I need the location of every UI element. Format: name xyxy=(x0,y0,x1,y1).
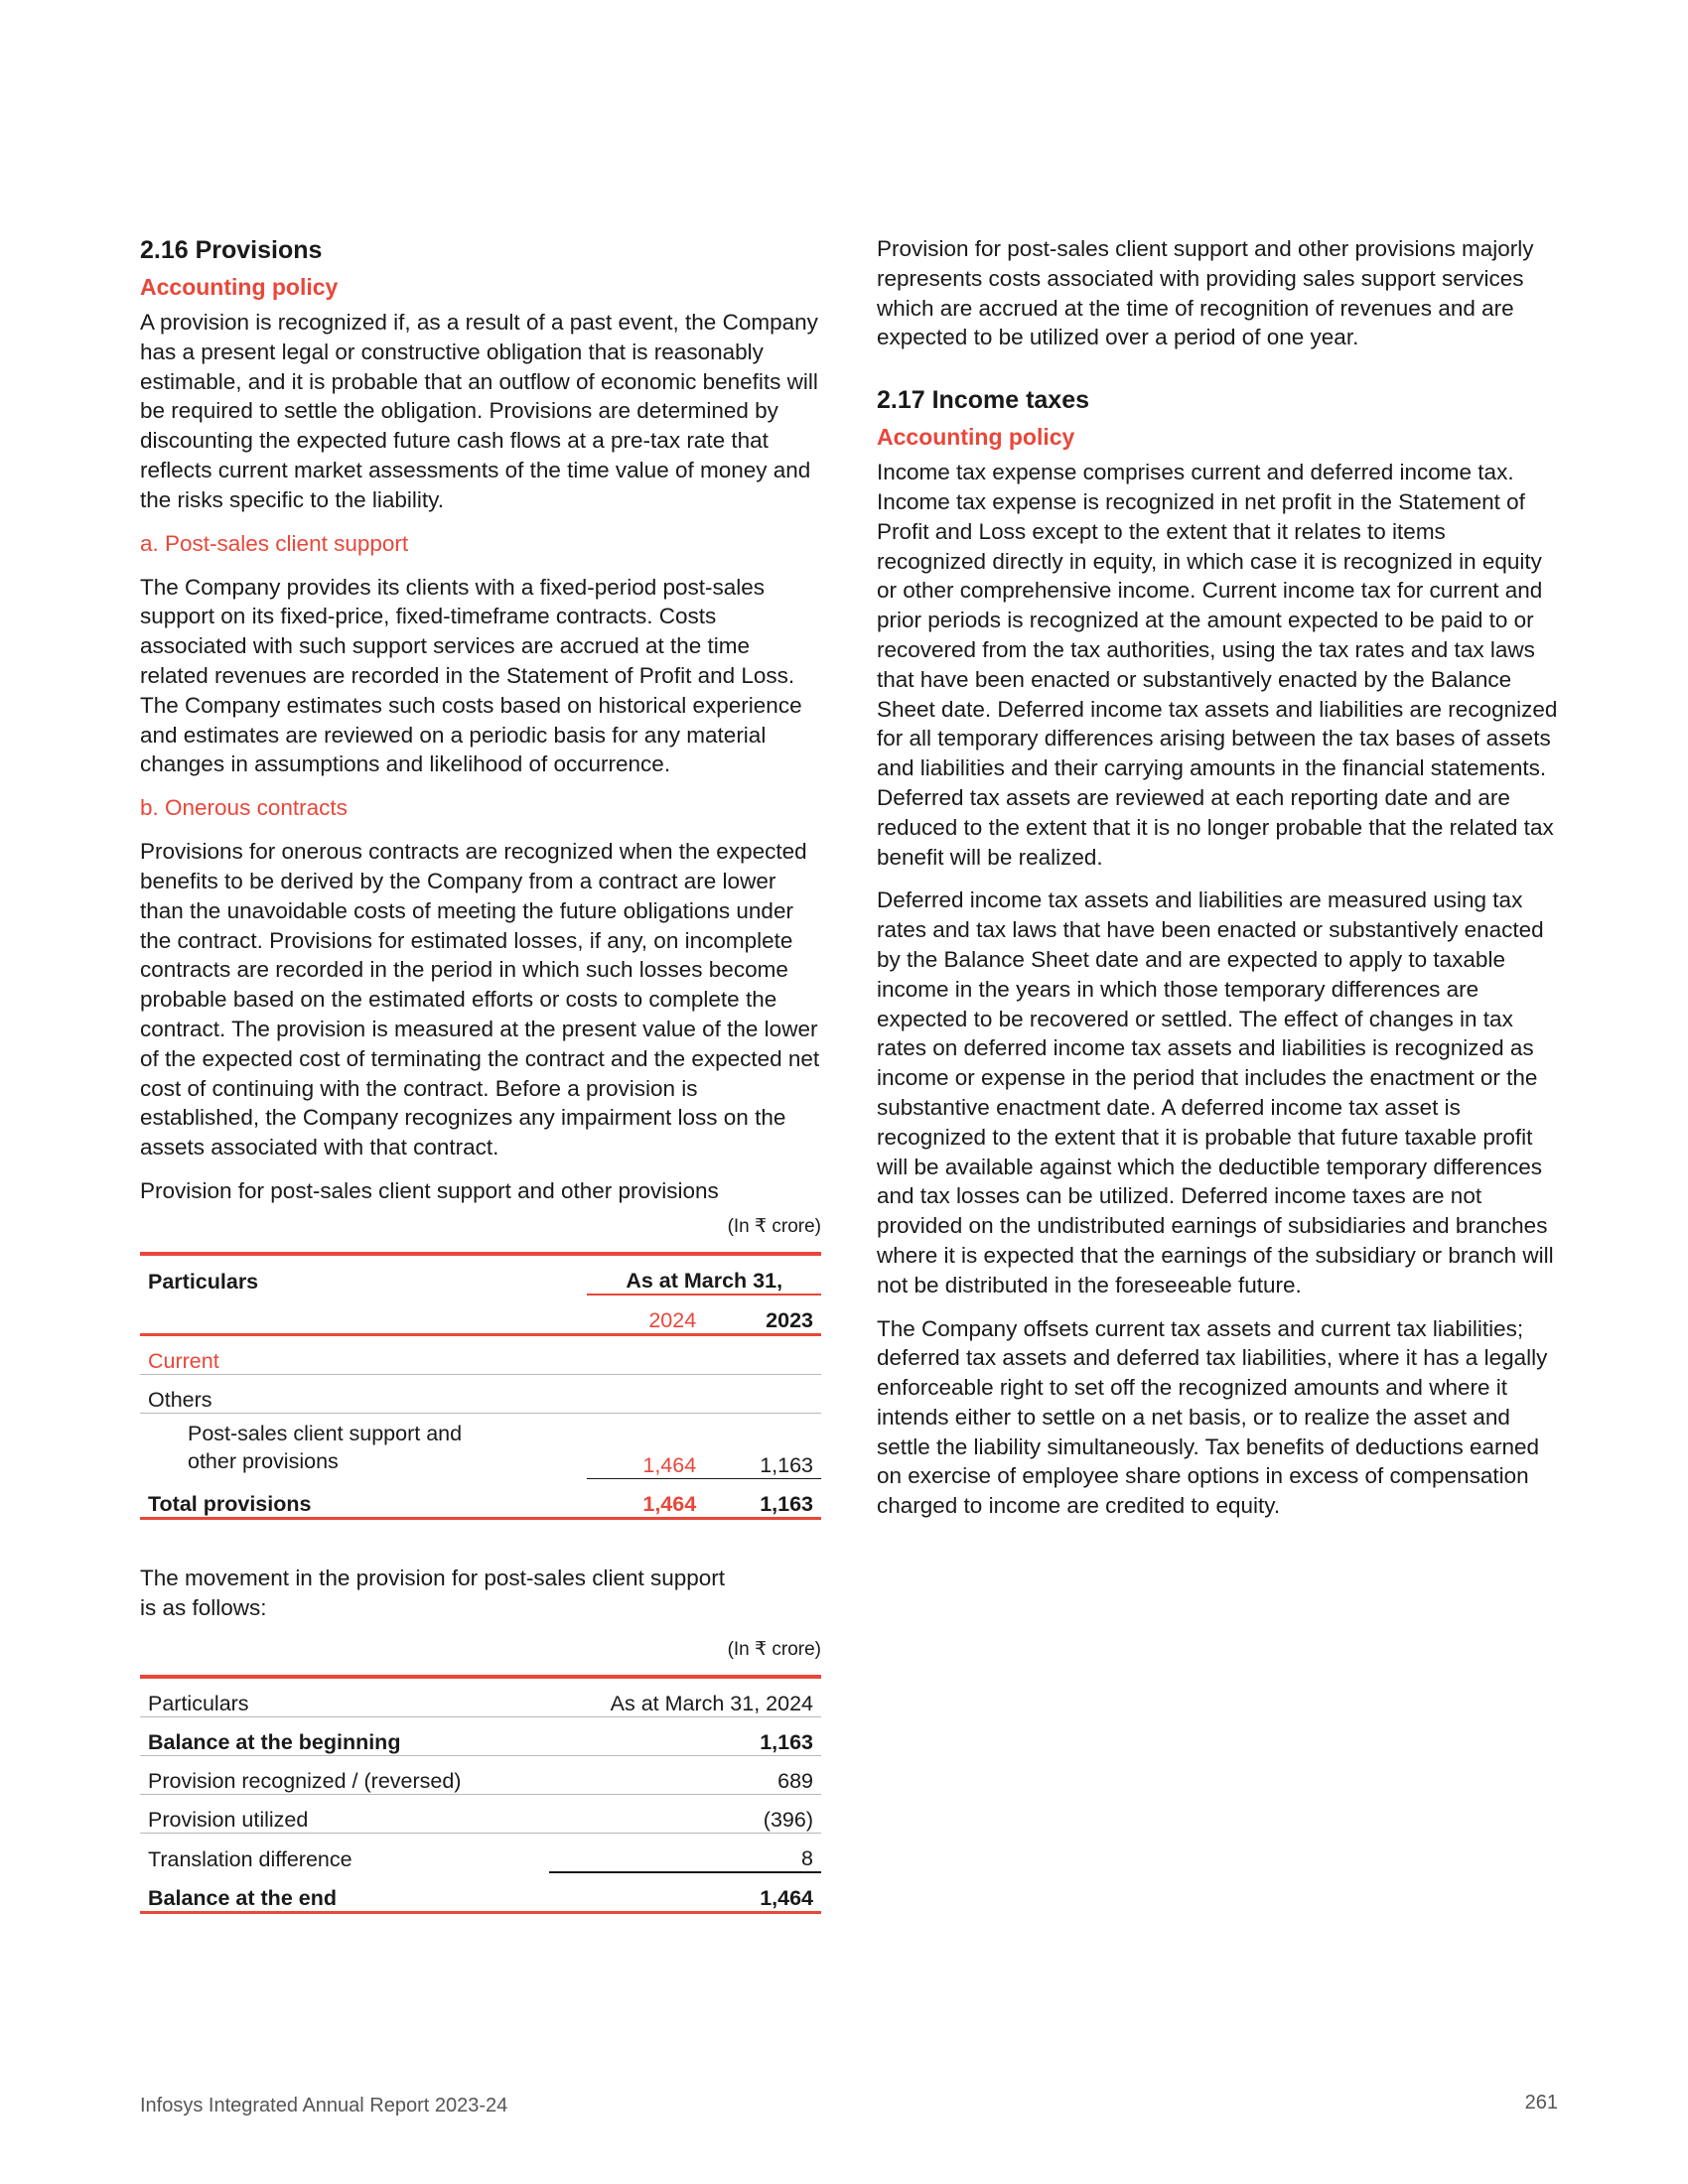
accounting-policy-heading: Accounting policy xyxy=(140,274,339,300)
table2-header-as-at: As at March 31, 2024 xyxy=(549,1677,821,1717)
post-sales-support-text: The Company provides its clients with a fixed-period post-sales support on its fixed-price, fixed-timeframe contracts. Costs associated with such support services are accrued at the time related revenues are recorded in the Statement of Profit and Loss. The Company estimates such costs based on historical experience and estimates are reviewed on a periodic basis for any material changes in assumptions and likelihood of occurrence. xyxy=(140,574,802,777)
table2-row-value: 1,464 xyxy=(549,1872,821,1913)
table-cell-post-sales-2024: 1,464 xyxy=(587,1413,704,1479)
table1-intro: Provision for post-sales client support and other provisions xyxy=(140,1177,719,1203)
provisions-intro-text: Provision for post-sales client support and other provisions majorly represents costs associated with providing sales support services which are accrued at the time of recognition of revenues and are expected to be utilized over a period of one year. xyxy=(877,236,1534,350)
table-header-particulars: Particulars xyxy=(148,1269,259,1294)
table-cell-total-2023: 1,163 xyxy=(704,1479,821,1519)
table-header-year-2023: 2023 xyxy=(704,1295,821,1335)
table-row-post-sales-label: Post-sales client support and other provisions xyxy=(188,1421,463,1473)
table2-header-particulars: Particulars xyxy=(140,1677,549,1717)
right-column xyxy=(877,234,1558,1535)
provisions-policy-text: A provision is recognized if, as a result of a past event, the Company has a present legal or constructive obligation that is reasonably estimable, and it is probable that an outflow of economic benefits will be required to settle the obligation. Provisions are determined by discounting the expected future cash flows at a pre-tax rate that reflects current market assessments of the time value of money and the risks specific to the liability. xyxy=(140,310,818,512)
post-sales-support-heading: a. Post-sales client support xyxy=(140,530,409,556)
onerous-contracts-text: Provisions for onerous contracts are recognized when the expected benefits to be derived by the Company from a contract are lower than the unavoidable costs of meeting the future obligations under the contract. Provisions for estimated losses, if any, on incomplete contracts are recorded in the period in which such losses become probable based on the estimated efforts or costs to complete the contract. The provision is measured at the present value of the lower of the expected cost of terminating the contract and the expected net cost of continuing with the contract. Before a provision is established, the Company recognizes any impairment loss on the assets associated with that contract. xyxy=(140,839,820,1160)
table2-row-value: 1,163 xyxy=(549,1716,821,1755)
table2-intro: The movement in the provision for post-sales client support is as follows: xyxy=(140,1566,726,1621)
income-tax-para-1: Income tax expense comprises current and deferred income tax. Income tax expense is recognized in net profit in the Statement of Profit and Loss except to the extent that it relates to items recognized directly in equity, in which case it is recognized in equity or other comprehensive income. Current income tax for current and prior periods is recognized at the amount expected to be paid to or recovered from the tax authorities, using the tax rates and tax laws that have been enacted or substantively enacted by the Balance Sheet date. Deferred income tax assets and liabilities are recognized for all temporary differences arising between the tax bases of assets and liabilities and their carrying amounts in the financial statements. Deferred tax assets are reviewed at each reporting date and are reduced to the extent that it is no longer probable that the related tax benefit will be realized. xyxy=(877,460,1558,870)
table-header-as-at: As at March 31, xyxy=(587,1254,821,1295)
footer-report-name: Infosys Integrated Annual Report 2023-24 xyxy=(140,2095,508,2116)
income-tax-para-2: Deferred income tax assets and liabilities are measured using tax rates and tax laws that have been enacted or substantively enacted by the Balance Sheet date and are expected to apply to taxable income in the years in which those temporary differences are expected to be recovered or settled. The effect of changes in tax rates on deferred income tax assets and liabilities is recognized as income or expense in the period that includes the enactment or the substantive enactment date. A deferred income tax asset is recognized to the extent that it is probable that future taxable profit will be available against which the deductible temporary differences and tax losses can be utilized. Deferred income taxes are not provided on the undistributed earnings of subsidiaries and branches where it is expected that the earnings of the subsidiary or branch will not be distributed in the foreseeable future. xyxy=(877,887,1554,1297)
table-cell-total-2024: 1,464 xyxy=(587,1479,704,1519)
table2-row-label: Balance at the beginning xyxy=(140,1716,549,1755)
table-row-current: Current xyxy=(140,1334,821,1374)
section-title-income-taxes: 2.17 Income taxes xyxy=(877,386,1090,415)
section-title-provisions: 2.16 Provisions xyxy=(140,236,323,264)
left-column xyxy=(140,234,821,1914)
table-row-total-label: Total provisions xyxy=(140,1479,587,1519)
table2-row-value: 8 xyxy=(549,1833,821,1872)
table-row-others: Others xyxy=(140,1374,821,1413)
income-tax-para-3: The Company offsets current tax assets and current tax liabilities; deferred tax assets and deferred tax liabilities, where it has a legally enforceable right to set off the recognized amounts and where it intends either to settle on a net basis, or to realize the asset and settle the liability simultaneously. Tax benefits of deductions earned on exercise of employee share options in excess of compensation charged to income are credited to equity. xyxy=(877,1315,1548,1519)
onerous-contracts-heading: b. Onerous contracts xyxy=(140,795,348,821)
table-header-year-2024: 2024 xyxy=(587,1295,704,1335)
table1-unit-label: (In ₹ crore) xyxy=(727,1215,821,1237)
movement-table xyxy=(140,1675,821,1914)
provisions-table xyxy=(140,1252,821,1521)
table2-row-label: Provision recognized / (reversed) xyxy=(140,1755,549,1794)
table2-unit-label: (In ₹ crore) xyxy=(727,1638,821,1660)
page-number: 261 xyxy=(1524,2092,1558,2114)
table2-row-value: 689 xyxy=(549,1755,821,1794)
table-cell-post-sales-2023: 1,163 xyxy=(704,1413,821,1479)
table2-row-value: (396) xyxy=(549,1794,821,1833)
table2-row-label: Translation difference xyxy=(148,1846,352,1871)
accounting-policy-heading: Accounting policy xyxy=(877,424,1075,451)
table2-row-label: Balance at the end xyxy=(140,1872,549,1913)
table2-row-label: Provision utilized xyxy=(140,1794,549,1833)
